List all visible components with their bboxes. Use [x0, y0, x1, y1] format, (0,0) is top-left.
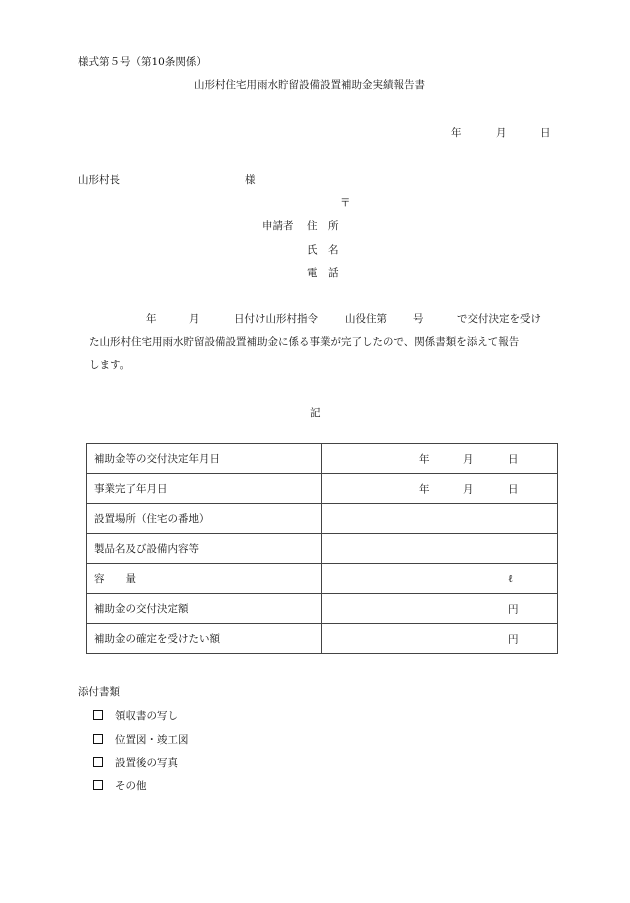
postal-mark: 〒: [340, 197, 351, 209]
cell-month: 月: [463, 453, 474, 465]
table-row: [87, 474, 558, 504]
attachment-label: 位置図・竣工図: [115, 734, 189, 746]
cell-year: 年: [419, 483, 430, 495]
body-month: 月: [189, 313, 200, 325]
addressee-name: 山形村長: [78, 174, 120, 186]
applicant-label: 申請者: [262, 220, 294, 232]
location-cell[interactable]: [322, 504, 558, 534]
attachment-label: その他: [115, 780, 147, 792]
attachments-heading: 添付書類: [78, 686, 120, 698]
cell-day: 日: [508, 483, 519, 495]
date-day: 日: [540, 127, 551, 139]
checkbox-icon[interactable]: [93, 757, 103, 767]
capacity-cell[interactable]: [322, 564, 558, 594]
decision-amount-cell[interactable]: [322, 594, 558, 624]
row-label: 事業完了年月日: [87, 474, 322, 504]
attachment-item[interactable]: [93, 710, 178, 722]
body-tail: で交付決定を受け: [457, 313, 541, 325]
body-line3: します。: [89, 359, 131, 371]
table-row: [87, 594, 558, 624]
attachment-item[interactable]: [93, 780, 147, 792]
addressee-honorific: 様: [245, 174, 256, 186]
table-row: [87, 624, 558, 654]
row-label: 容 量: [87, 564, 322, 594]
row-label: 補助金等の交付決定年月日: [87, 444, 322, 474]
body-dated: 日付け山形村指令: [234, 313, 318, 325]
ki-heading: 記: [310, 407, 321, 419]
table-row: [87, 564, 558, 594]
cell-year: 年: [419, 453, 430, 465]
phone-label: 電 話: [307, 267, 339, 279]
date-year: 年: [451, 127, 462, 139]
product-cell[interactable]: [322, 534, 558, 564]
name-label: 氏 名: [307, 244, 339, 256]
attachment-item[interactable]: [93, 757, 178, 769]
body-line2: た山形村住宅用雨水貯留設備設置補助金に係る事業が完了したので、関係書類を添えて報告: [89, 336, 520, 348]
attachment-item[interactable]: [93, 734, 189, 746]
table-row: [87, 534, 558, 564]
completion-date-cell[interactable]: [322, 474, 558, 504]
form-number: 様式第５号（第10条関係）: [78, 56, 207, 68]
requested-amount-cell[interactable]: [322, 624, 558, 654]
unit-yen: 円: [508, 633, 519, 645]
checkbox-icon[interactable]: [93, 780, 103, 790]
document-title: 山形村住宅用雨水貯留設備設置補助金実績報告書: [194, 79, 425, 91]
address-label: 住 所: [307, 220, 339, 232]
report-table: [86, 443, 558, 654]
row-label: 補助金の確定を受けたい額: [87, 624, 322, 654]
body-number: 号: [413, 313, 424, 325]
cell-month: 月: [463, 483, 474, 495]
checkbox-icon[interactable]: [93, 734, 103, 744]
table-row: [87, 504, 558, 534]
decision-date-cell[interactable]: [322, 444, 558, 474]
attachment-label: 領収書の写し: [115, 710, 178, 722]
row-label: 設置場所（住宅の番地）: [87, 504, 322, 534]
cell-day: 日: [508, 453, 519, 465]
body-year: 年: [146, 313, 157, 325]
row-label: 補助金の交付決定額: [87, 594, 322, 624]
date-month: 月: [496, 127, 507, 139]
body-office: 山役住第: [345, 313, 387, 325]
checkbox-icon[interactable]: [93, 710, 103, 720]
unit-yen: 円: [508, 603, 519, 615]
row-label: 製品名及び設備内容等: [87, 534, 322, 564]
unit-liter: ℓ: [508, 572, 514, 585]
table-row: [87, 444, 558, 474]
attachment-label: 設置後の写真: [115, 757, 178, 769]
